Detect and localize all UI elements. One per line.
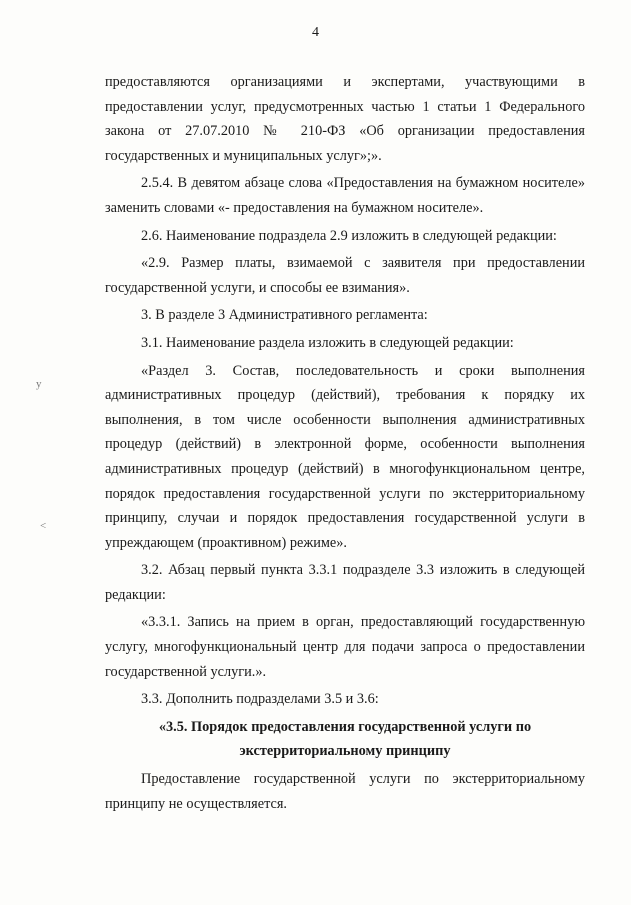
- section-heading-line-2: экстерриториальному принципу: [239, 743, 451, 760]
- paragraph-final: Предоставление государственной услуги по экстерриториальному принципу не осуществляется.: [105, 771, 585, 812]
- section-heading-line-1: «3.5. Порядок предоставления государственной услуги по: [158, 718, 532, 735]
- page-number: 4: [312, 25, 319, 40]
- paragraph-section-3-quote: «Раздел 3. Состав, последовательность и сроки выполнения административных процедур (действий), требования к порядку их выполнения, в том числе особенности выполнения административных процедур (действий) в электронной форме, особенности выполнения административных процедур (действий) в многофункциональном центре, порядок предоставления государственной услуги по экстерриториальному принципу, случаи и порядок предоставления государственной услуги в упреждающем (проактивном) режиме».: [105, 362, 585, 551]
- paragraph-2-6: 2.6. Наименование подраздела 2.9 изложить в следующей редакции:: [141, 227, 557, 244]
- paragraph-3-2: 3.2. Абзац первый пункта 3.3.1 подразделе 3.3 изложить в следующей редакции:: [105, 562, 585, 603]
- paragraph-3: 3. В разделе 3 Административного регламента:: [141, 307, 428, 324]
- paragraph-3-1: 3.1. Наименование раздела изложить в следующей редакции:: [141, 334, 514, 351]
- margin-mark: у: [36, 378, 42, 390]
- paragraph-continuation: предоставляются организациями и экспертами, участвующими в предоставлении услуг, предусмотренных частью 1 статьи 1 Федерального закона от 27.07.2010 № 210-ФЗ «Об организации предоставления государственных и муниципальных услуг»;».: [105, 74, 585, 164]
- paragraph-3-3-1-quote: «3.3.1. Запись на прием в орган, предоставляющий государственную услугу, многофункциональный центр для подачи запроса о предоставлении государственной услуги.».: [105, 614, 585, 680]
- document-body: [105, 70, 585, 816]
- paragraph-2-5-4: 2.5.4. В девятом абзаце слова «Предоставления на бумажном носителе» заменить словами «- предоставления на бумажном носителе».: [105, 175, 585, 216]
- margin-mark: <: [40, 520, 47, 532]
- paragraph-2-9-quote: «2.9. Размер платы, взимаемой с заявителя при предоставлении государственной услуги, и способы ее взимания».: [105, 255, 585, 296]
- paragraph-3-3: 3.3. Дополнить подразделами 3.5 и 3.6:: [141, 691, 379, 708]
